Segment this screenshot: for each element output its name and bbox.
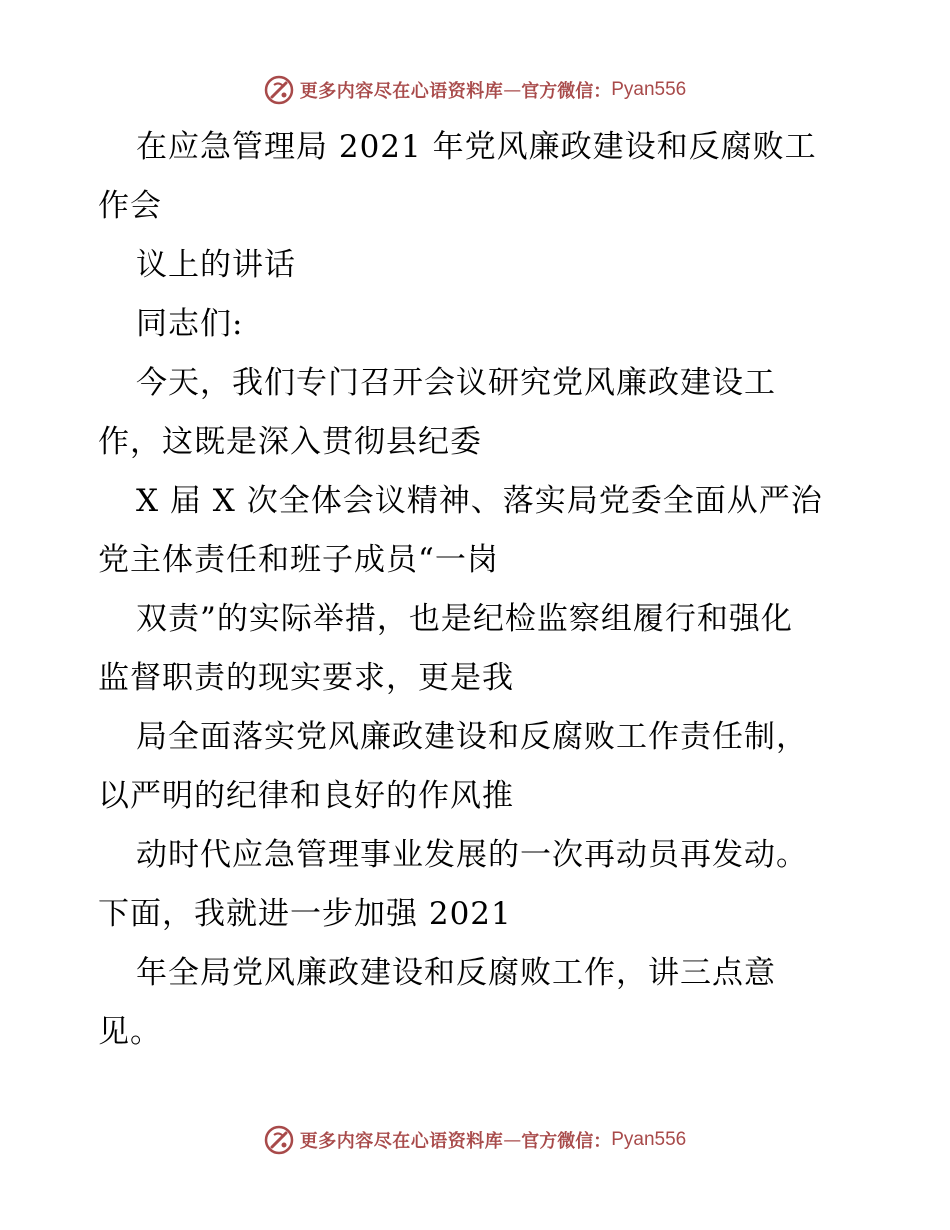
paragraph-line: 以严明的纪律和良好的作风推 [98,778,514,814]
watermark-lead: 更多内容尽在心语资料库 [299,1131,504,1152]
watermark-wechat: 官方微信： [521,1131,612,1152]
paragraph-line: 党主体责任和班子成员“一岗 [98,542,499,578]
watermark-dash: — [503,79,522,101]
paragraph-line: 监督职责的现实要求，更是我 [98,660,514,696]
title-line-1: 在应急管理局 2021 年党风廉政建设和反腐败工 [136,129,817,165]
paragraph-line: 今天，我们专门召开会议研究党风廉政建设工 [136,365,776,401]
paragraph-line: 见。 [98,1014,162,1050]
title-line-3: 议上的讲话 [136,247,296,283]
document-body [98,118,858,1062]
paragraph-line: 局全面落实党风廉政建设和反腐败工作责任制， [136,719,808,755]
watermark-wechat: 官方微信： [521,81,612,102]
brand-logo-icon [264,1125,294,1155]
title-line-2: 作会 [98,188,162,224]
watermark-lead: 更多内容尽在心语资料库 [299,81,504,102]
watermark-dash: — [503,1129,522,1151]
watermark-id: Pyan556 [611,1129,687,1150]
brand-logo-icon [264,75,294,105]
paragraph-line: 年全局党风廉政建设和反腐败工作，讲三点意 [136,955,776,991]
paragraph-line: 下面，我就进一步加强 2021 [98,896,512,932]
salutation: 同志们: [136,306,244,342]
paragraph-line: 双责”的实际举措，也是纪检监察组履行和强化 [136,601,793,637]
paragraph-line: X 届 X 次全体会议精神、落实局党委全面从严治 [136,483,823,519]
paragraph-line: 动时代应急管理事业发展的一次再动员再发动。 [136,837,808,873]
watermark-id: Pyan556 [611,79,687,100]
footer-watermark [0,1122,950,1158]
paragraph-line: 作，这既是深入贯彻县纪委 [98,424,482,460]
header-watermark [0,72,950,108]
